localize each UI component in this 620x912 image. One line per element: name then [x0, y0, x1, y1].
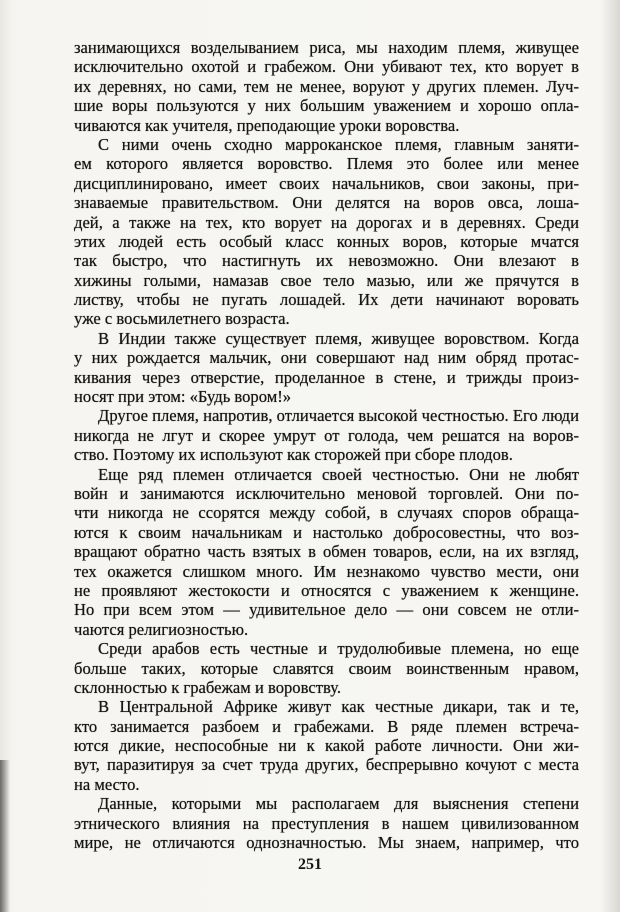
text-line: склонностью к грабежам и воровству.	[74, 677, 341, 697]
text-line: В Центральной Африке живут как честные дикари, так и те,	[98, 697, 579, 717]
text-line: чаются религиозностью.	[74, 619, 249, 639]
text-line: этнического влияния на преступления в нашем цивилизованном	[74, 813, 579, 833]
text-line: ем которого является воровство. Племя это более или менее	[74, 154, 579, 174]
text-line: у них рождается мальчик, они совершают над ним обряд протас-	[74, 348, 579, 368]
text-line: Данные, которыми мы располагаем для выяснения степени	[98, 794, 579, 814]
text-line: листву, чтобы не пугать лошадей. Их дети начинают воровать	[74, 290, 579, 310]
text-line: С ними очень сходно марроканское племя, главным заняти-	[98, 134, 579, 154]
paragraph	[74, 406, 579, 464]
text-line: ются дикие, неспособные ни к какой работе личности. Они жи-	[74, 736, 579, 756]
text-line: вут, паразитируя за счет труда других, беспрерывно кочуют с места	[74, 755, 579, 775]
text-line: ются к своим начальникам и настолько добросовестны, что воз-	[74, 522, 579, 542]
text-line: дисциплинировано, имеет своих начальников, свои законы, при-	[74, 173, 579, 193]
text-line: на место.	[74, 774, 140, 794]
paragraph	[74, 135, 579, 329]
text-line: вращают обратно часть взятых в обмен товаров, если, на их взгляд,	[74, 542, 579, 562]
text-line: кто занимается разбоем и грабежами. В ряде племен встреча-	[74, 716, 579, 736]
text-line: уже с восьмилетнего возраста.	[74, 309, 290, 329]
text-line: Но при всем этом — удивительное дело — они совсем не отли-	[74, 600, 579, 620]
text-line: чти никогда не ссорятся между собой, в случаях споров обраща-	[74, 503, 579, 523]
paragraph	[74, 639, 579, 697]
page-edge-shadow	[0, 760, 10, 912]
paragraph	[74, 794, 579, 852]
text-line: никогда не лгут и скорее умрут от голода, чем решатся на воров-	[74, 425, 579, 445]
text-line: ство. Поэтому их используют как сторожей при сборе плодов.	[74, 445, 513, 465]
text-line: их деревнях, но сами, тем не менее, воруют у других племен. Луч-	[74, 76, 579, 96]
text-line: шие воры пользуются у них большим уважением и хорошо опла-	[74, 96, 579, 116]
text-line: мире, не отличаются однозначностью. Мы знаем, например, что	[74, 833, 579, 853]
text-line: занимающихся возделыванием риса, мы находим племя, живущее	[74, 38, 579, 57]
paragraph	[74, 697, 579, 794]
text-line: Другое племя, напротив, отличается высокой честностью. Его люди	[98, 406, 579, 426]
text-line: исключительно охотой и грабежом. Они убивают тех, кто ворует в	[74, 57, 579, 77]
text-line: кивания через отверстие, проделанное в стене, и трижды произ-	[74, 367, 579, 387]
text-line: дей, а также на тех, кто ворует на дорогах и в деревнях. Среди	[74, 212, 579, 232]
text-line: знаваемые правительством. Они делятся на воров овса, лоша-	[74, 193, 579, 213]
text-line: войн и занимаются исключительно меновой торговлей. Они по-	[74, 483, 579, 503]
text-line: В Индии также существует племя, живущее воровством. Когда	[98, 328, 579, 348]
text-line: больше таких, которые славятся своим воинственным нравом,	[74, 658, 579, 678]
body-text	[74, 38, 579, 852]
paragraph	[74, 38, 579, 135]
text-line: этих людей есть особый класс конных воров, которые мчатся	[74, 231, 579, 251]
text-line: не проявляют жестокости и относятся с уважением к женщине.	[74, 580, 579, 600]
text-line: чиваются как учителя, преподающие уроки воровства.	[74, 115, 460, 135]
text-line: хижины голыми, намазав свое тело мазью, или же прячутся в	[74, 270, 579, 290]
text-line: тех окажется слишком много. Им незнакомо чувство мести, они	[74, 561, 579, 581]
text-line: носят при этом: «Будь вором!»	[74, 387, 292, 407]
paragraph	[74, 329, 579, 407]
text-line: так быстро, что настигнуть их невозможно. Они влезают в	[74, 251, 579, 271]
page-number: 251	[298, 856, 322, 873]
text-line: Еще ряд племен отличается своей честностью. Они не любят	[98, 464, 579, 484]
text-line: Среди арабов есть честные и трудолюбивые племена, но еще	[98, 639, 579, 659]
paragraph	[74, 465, 579, 640]
